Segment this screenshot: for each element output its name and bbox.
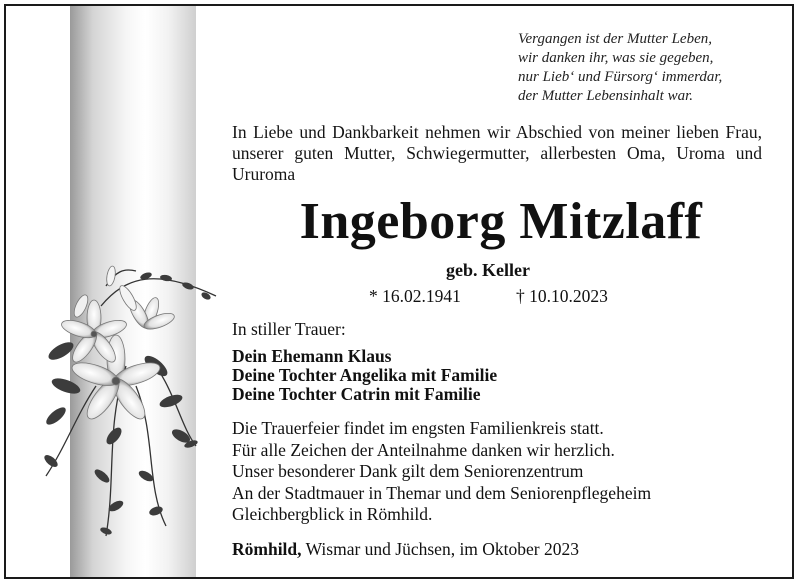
mourner: Dein Ehemann Klaus xyxy=(232,346,392,366)
decorative-band xyxy=(70,6,196,577)
mourning-label: In stiller Trauer: xyxy=(232,319,346,339)
mourner: Deine Tochter Catrin mit Familie xyxy=(232,384,481,404)
mourner: Deine Tochter Angelika mit Familie xyxy=(232,365,498,385)
poem-line: nur Lieb‘ und Fürsorg‘ immerdar, xyxy=(518,69,723,85)
poem-line: der Mutter Lebensinhalt war. xyxy=(518,88,693,104)
mourners-list xyxy=(232,347,497,404)
birth-date: * 16.02.1941 xyxy=(369,286,461,306)
birth-name: geb. Keller xyxy=(446,260,530,280)
signature-place: Römhild, xyxy=(232,539,302,559)
intro-text: In Liebe und Dankbarkeit nehmen wir Abschied von meiner lieben Frau, unserer guten Mutter, Schwiegermutter, allerbesten Oma, Uroma und Ururoma xyxy=(232,122,762,184)
closing-line: Gleichbergblick in Römhild. xyxy=(232,504,433,524)
death-date: † 10.10.2023 xyxy=(516,286,608,306)
signature-rest: Wismar und Jüchsen, im Oktober 2023 xyxy=(301,539,580,559)
obituary-frame xyxy=(4,4,794,579)
poem xyxy=(518,30,788,106)
poem-line: wir danken ihr, was sie gegeben, xyxy=(518,50,714,66)
poem-line: Vergangen ist der Mutter Leben, xyxy=(518,31,712,47)
signature-line xyxy=(232,539,579,560)
deceased-name: Ingeborg Mitzlaff xyxy=(299,193,703,250)
closing-line: Unser besonderer Dank gilt dem Seniorenzentrum xyxy=(232,461,584,481)
closing-line: Für alle Zeichen der Anteilnahme danken wir herzlich. xyxy=(232,439,615,460)
closing-line: Die Trauerfeier findet im engsten Familienkreis statt. xyxy=(232,418,604,438)
closing-text xyxy=(232,418,651,526)
closing-line: An der Stadtmauer in Themar und dem Seniorenpflegeheim xyxy=(232,482,652,503)
